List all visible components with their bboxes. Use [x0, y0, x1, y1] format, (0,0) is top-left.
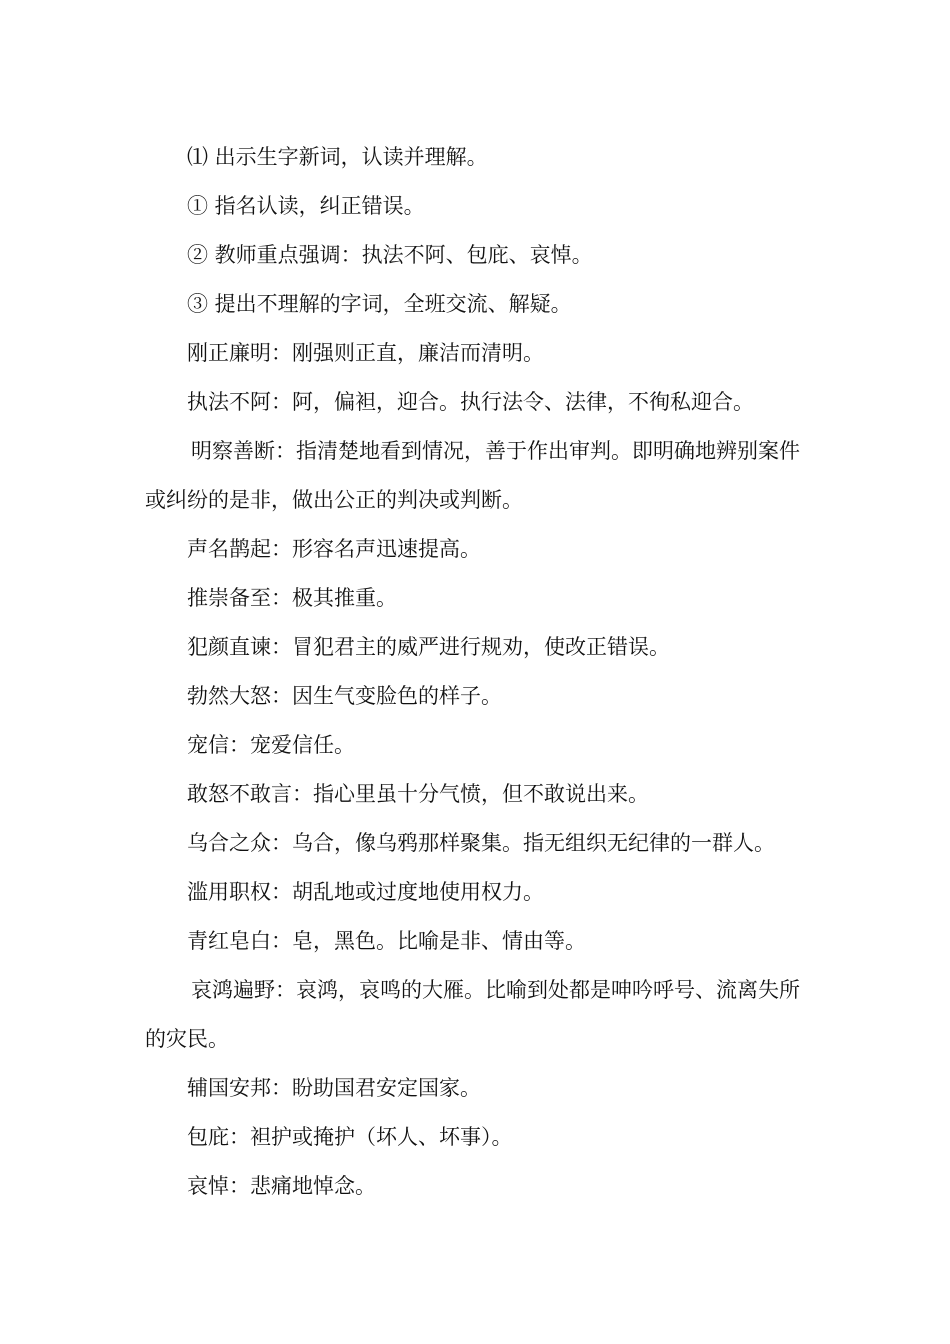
- definition-item: 刚正廉明：刚强则正直，廉洁而清明。: [187, 341, 544, 365]
- definition-item: 推崇备至：极其推重。: [187, 586, 397, 610]
- definition-item: 辅国安邦：盼助国君安定国家。: [187, 1076, 481, 1100]
- definition-item: 宠信：宠爱信任。: [187, 733, 355, 757]
- definition-item: 包庇：袒护或掩护（坏人、坏事）。: [187, 1125, 513, 1149]
- definition-item: 滥用职权：胡乱地或过度地使用权力。: [187, 880, 544, 904]
- definition-item: 明察善断：指清楚地看到情况，善于作出审判。即明确地辨别案件或纠纷的是非，做出公正的判决或判断。: [145, 439, 800, 512]
- definition-item: 哀鸿遍野：哀鸿，哀鸣的大雁。比喻到处都是呻吟呼号、流离失所的灾民。: [145, 978, 800, 1051]
- definition-item: 乌合之众：乌合，像乌鸦那样聚集。指无组织无纪律的一群人。: [187, 831, 775, 855]
- definition-item: 敢怒不敢言：指心里虽十分气愤，但不敢说出来。: [187, 782, 649, 806]
- definition-item: 青红皂白：皂，黑色。比喻是非、情由等。: [187, 929, 586, 953]
- definition-item: 声名鹊起：形容名声迅速提高。: [187, 537, 481, 561]
- paragraph-step-1: ⑴ 出示生字新词，认读并理解。: [187, 145, 488, 169]
- paragraph-step-1-1: ① 指名认读，纠正错误。: [187, 194, 425, 218]
- paragraph-step-1-3: ③ 提出不理解的字词，全班交流、解疑。: [187, 292, 572, 316]
- document-body: [145, 133, 815, 1211]
- definition-item: 执法不阿：阿，偏袒，迎合。执行法令、法律，不徇私迎合。: [187, 390, 754, 414]
- definition-item: 哀悼：悲痛地悼念。: [187, 1174, 376, 1198]
- paragraph-step-1-2: ② 教师重点强调：执法不阿、包庇、哀悼。: [187, 243, 593, 267]
- definition-item: 犯颜直谏：冒犯君主的威严进行规劝，使改正错误。: [187, 635, 670, 659]
- definition-item: 勃然大怒：因生气变脸色的样子。: [187, 684, 502, 708]
